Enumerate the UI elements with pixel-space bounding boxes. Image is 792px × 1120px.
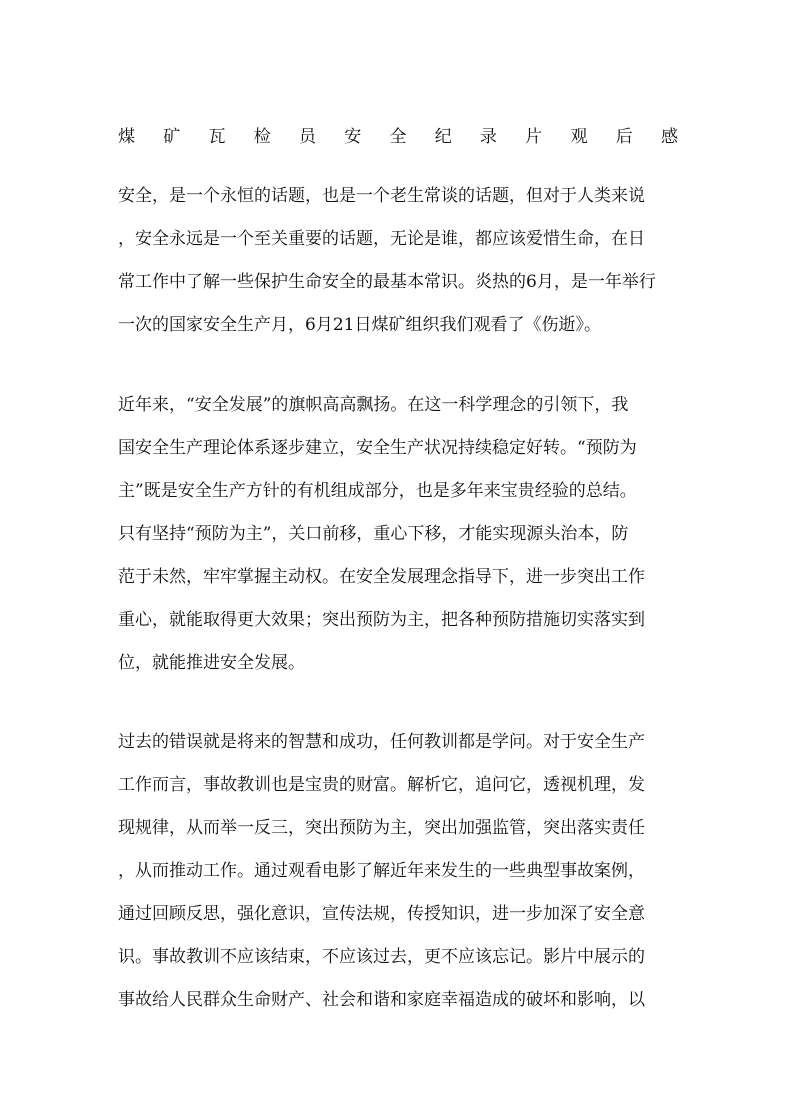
- title-char: 煤: [118, 127, 135, 147]
- title-char: 员: [299, 127, 316, 147]
- paragraph-2-line: 重心，就能取得更大效果；突出预防为主，把各种预防措施切实落实到: [118, 610, 645, 630]
- title-char: 观: [570, 127, 588, 147]
- paragraph-2-line: 只有坚持“预防为主”，关口前移，重心下移，才能实现源头治本，防: [118, 524, 629, 544]
- title-char: 安: [344, 127, 362, 147]
- title-char: 瓦: [208, 127, 226, 147]
- title-char: 全: [389, 127, 407, 147]
- paragraph-2-line: 位，就能推进安全发展。: [118, 653, 305, 673]
- paragraph-3-line: 通过回顾反思，强化意识，宣传法规，传授知识，进一步加深了安全意: [118, 904, 645, 924]
- paragraph-3-line: 事故给人民群众生命财产、社会和谐和家庭幸福造成的破坏和影响，以: [118, 990, 645, 1010]
- paragraph-2-line: 范于未然，牢牢掌握主动权。在安全发展理念指导下，进一步突出工作: [118, 567, 645, 587]
- title-char: 检: [253, 127, 271, 147]
- paragraph-3-line: 识。事故教训不应该结束，不应该过去，更不应该忘记。影片中展示的: [118, 947, 645, 967]
- title-char: 矿: [163, 127, 181, 147]
- paragraph-1-line: 一次的国家安全生产月，6月21日煤矿组织我们观看了《伤逝》。: [118, 315, 601, 335]
- paragraph-1-line: ，安全永远是一个至关重要的话题，无论是谁，都应该爱惜生命，在日: [118, 229, 645, 249]
- paragraph-3-line: ，从而推动工作。通过观看电影了解近年来发生的一些典型事故案例，: [118, 861, 645, 881]
- document-title: [118, 124, 678, 150]
- paragraph-2-line: 主”既是安全生产方针的有机组成部分，也是多年来宝贵经验的总结。: [118, 481, 637, 501]
- title-char: 录: [480, 127, 497, 147]
- paragraph-3-line: 现规律，从而举一反三，突出预防为主，突出加强监管，突出落实责任: [118, 818, 645, 838]
- paragraph-1-line: 常工作中了解一些保护生命安全的最基本常识。炎热的6月，是一年举行: [118, 272, 656, 292]
- title-char: 片: [525, 127, 543, 147]
- paragraph-3-line: 工作而言，事故教训也是宝贵的财富。解析它，追问它，透视机理，发: [118, 775, 645, 795]
- paragraph-2-line: 近年来，“安全发展”的旗帜高高飘扬。在这一科学理念的引领下，我: [118, 395, 629, 415]
- paragraph-3-line: 过去的错误就是将来的智慧和成功，任何教训都是学问。对于安全生产: [118, 732, 645, 752]
- paragraph-2-line: 国安全生产理论体系逐步建立，安全生产状况持续稳定好转。“预防为: [118, 438, 637, 458]
- title-char: 后: [615, 127, 633, 147]
- title-char: 纪: [434, 127, 452, 147]
- title-char: 感: [661, 127, 678, 147]
- paragraph-1-line: 安全，是一个永恒的话题，也是一个老生常谈的话题，但对于人类来说: [118, 186, 645, 206]
